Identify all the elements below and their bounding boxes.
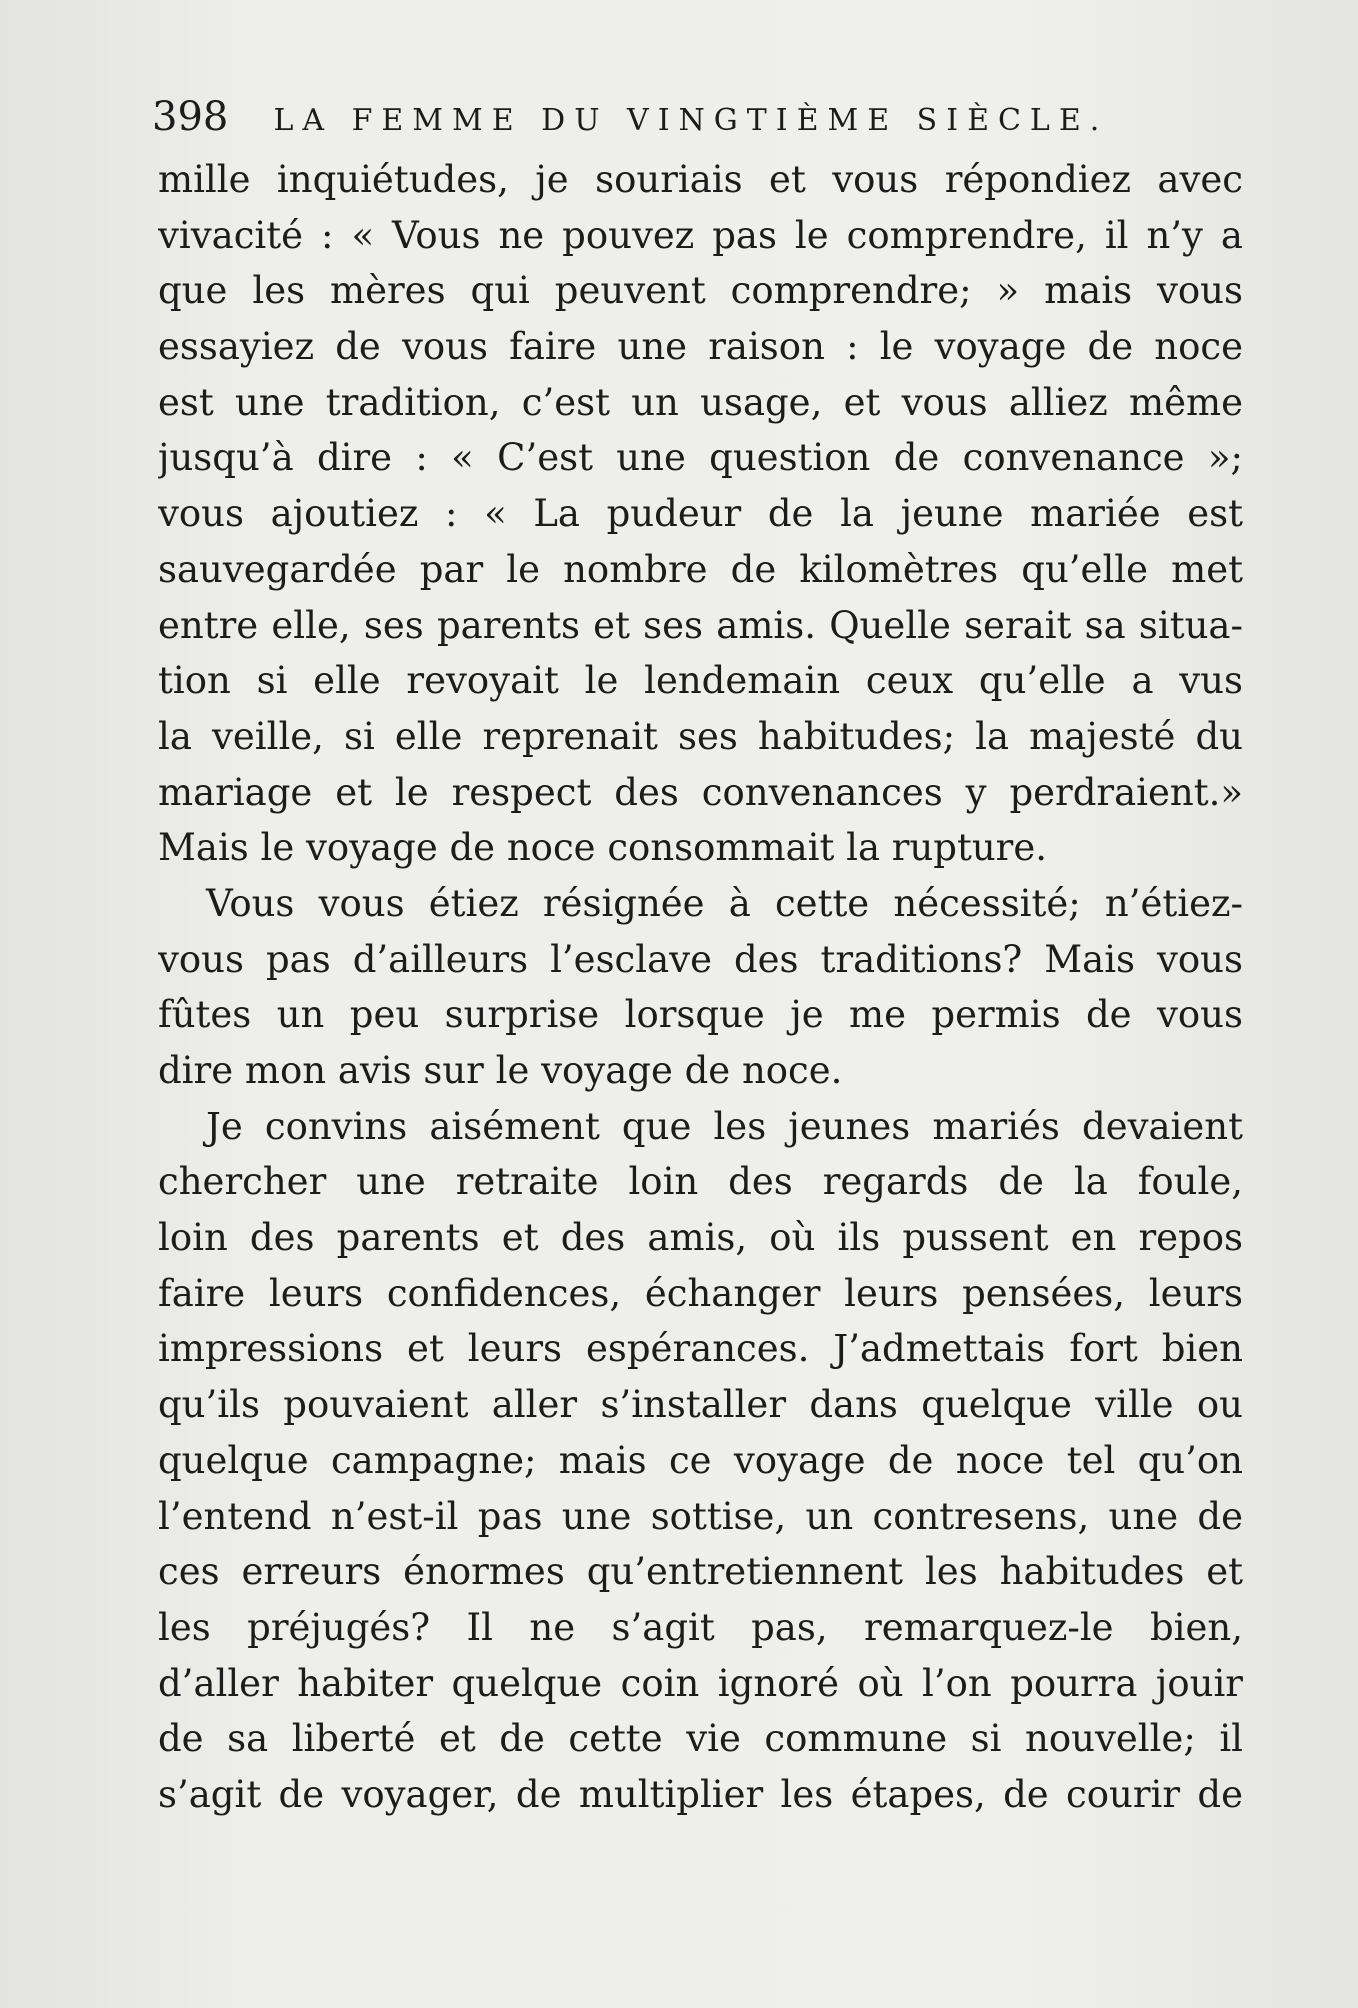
text-line: la veille, si elle reprenait ses habitudes; la majesté du bbox=[158, 714, 1243, 758]
text-line: jusqu’à dire : « C’est une question de convenance »; bbox=[158, 436, 1243, 480]
text-line: entre elle, ses parents et ses amis. Quelle serait sa situa- bbox=[158, 603, 1243, 647]
text-line: ces erreurs énormes qu’entretiennent les habitudes et bbox=[158, 1550, 1243, 1594]
text-line: fûtes un peu surprise lorsque je me permis de vous bbox=[158, 993, 1243, 1037]
text-line: Vous vous étiez résignée à cette nécessité; n’étiez- bbox=[206, 881, 1243, 925]
text-line: qu’ils pouvaient aller s’installer dans quelque ville ou bbox=[158, 1383, 1243, 1427]
text-line: loin des parents et des amis, où ils pussent en repos bbox=[158, 1216, 1243, 1260]
body-text bbox=[158, 152, 1243, 1823]
text-line: dire mon avis sur le voyage de noce. bbox=[158, 1049, 843, 1092]
running-title: LA FEMME DU VINGTIÈME SIÈCLE. bbox=[273, 103, 1109, 138]
text-line: sauvegardée par le nombre de kilomètres qu’elle met bbox=[158, 547, 1243, 591]
text-line: de sa liberté et de cette vie commune si nouvelle; il bbox=[158, 1717, 1243, 1761]
text-line: vous ajoutiez : « La pudeur de la jeune mariée est bbox=[158, 492, 1243, 536]
text-line: l’entend n’est-il pas une sottise, un contresens, une de bbox=[158, 1494, 1243, 1538]
text-line: mille inquiétudes, je souriais et vous répondiez avec bbox=[158, 158, 1243, 201]
text-line: mariage et le respect des convenances y perdraient.» bbox=[158, 770, 1243, 814]
text-line: vous pas d’ailleurs l’esclave des traditions? Mais vous bbox=[158, 937, 1243, 981]
text-line: vivacité : « Vous ne pouvez pas le comprendre, il n’y a bbox=[158, 213, 1243, 257]
text-line: chercher une retraite loin des regards de la foule, bbox=[158, 1160, 1243, 1204]
text-line: est une tradition, c’est un usage, et vous alliez même bbox=[158, 380, 1243, 424]
text-line: que les mères qui peuvent comprendre; » mais vous bbox=[158, 269, 1243, 313]
text-line: quelque campagne; mais ce voyage de noce tel qu’on bbox=[158, 1438, 1243, 1482]
text-line: s’agit de voyager, de multiplier les étapes, de courir de bbox=[158, 1772, 1243, 1816]
page-header bbox=[152, 94, 1252, 144]
text-line: impressions et leurs espérances. J’admettais fort bien bbox=[158, 1327, 1243, 1371]
text-line: les préjugés? Il ne s’agit pas, remarquez-le bien, bbox=[158, 1605, 1243, 1649]
text-line: Mais le voyage de noce consommait la rupture. bbox=[158, 826, 1048, 870]
text-line: Je convins aisément que les jeunes mariés devaient bbox=[206, 1104, 1243, 1148]
text-line: faire leurs confidences, échanger leurs pensées, leurs bbox=[158, 1271, 1243, 1315]
text-line: essayiez de vous faire une raison : le voyage de noce bbox=[158, 325, 1243, 369]
text-line: d’aller habiter quelque coin ignoré où l’on pourra jouir bbox=[158, 1661, 1243, 1705]
text-line: tion si elle revoyait le lendemain ceux qu’elle a vus bbox=[158, 659, 1243, 703]
page-number: 398 bbox=[152, 94, 229, 140]
